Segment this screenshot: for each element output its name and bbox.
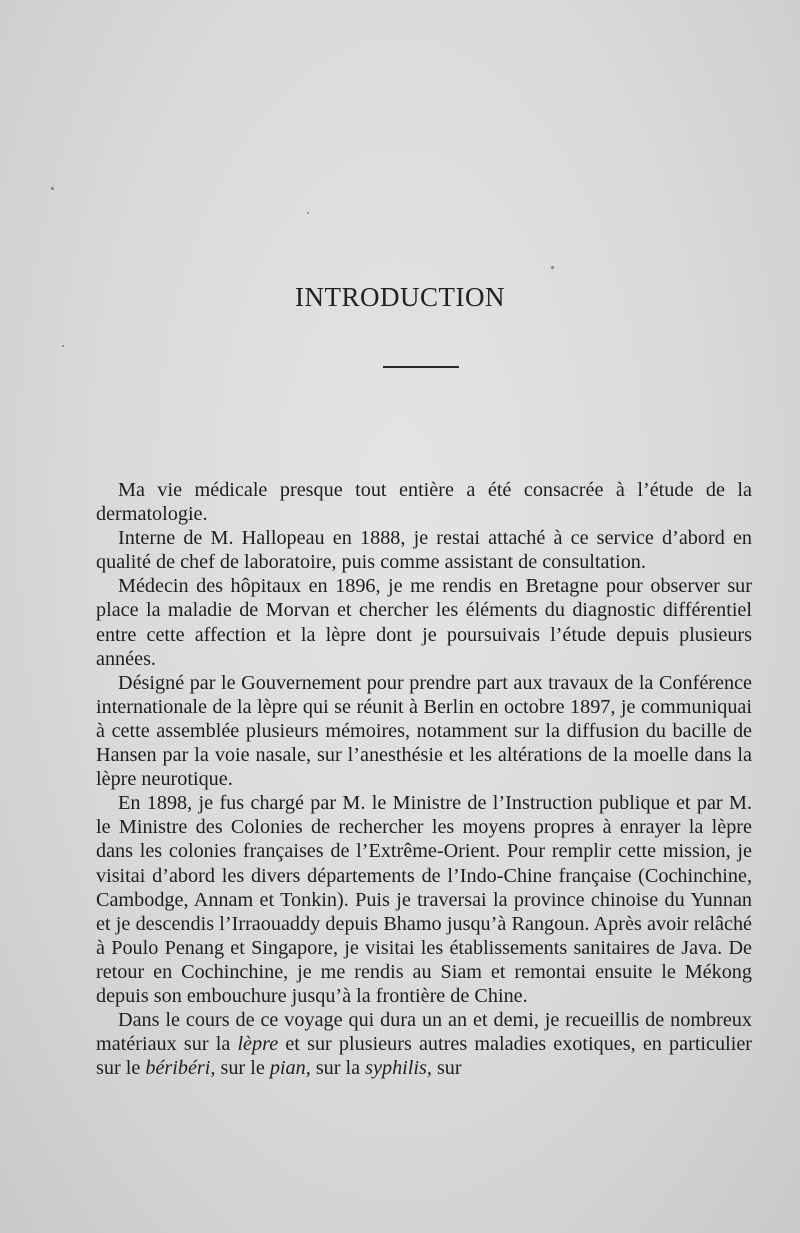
paragraph-text: sur le	[215, 1057, 270, 1080]
italic-term: béribéri,	[145, 1057, 216, 1080]
scan-speck	[51, 187, 54, 190]
paragraph-text: sur la	[310, 1057, 366, 1080]
paragraph	[96, 478, 752, 526]
paragraph	[96, 526, 752, 574]
paragraph-text: Interne de M. Hallopeau en 1888, je restai attaché à ce service d’abord en qualité de chef de laboratoire, puis comme assistant de consultation.	[96, 527, 752, 574]
chapter-title: INTRODUCTION	[295, 282, 505, 312]
italic-term: pian,	[269, 1057, 311, 1080]
paragraph	[96, 1008, 752, 1080]
paragraph-text: Médecin des hôpitaux en 1896, je me rendis en Bretagne pour observer sur place la maladie de Morvan et chercher les éléments du diagnostic différentiel entre cette affection et la lèpre dont je poursuivais l’étude depuis plusieurs années.	[96, 575, 752, 670]
paragraph	[96, 574, 752, 670]
paragraph-text: En 1898, je fus chargé par M. le Ministre de l’Instruction publique et par M. le Ministre des Colonies de rechercher les moyens propres à enrayer la lèpre dans les colonies françaises de l’Extrême-Orient. Pour remplir cette mission, je visitai d’abord les divers départements de l’Indo-Chine française (Cochinchine, Cambodge, Annam et Tonkin). Puis je traversai la province chinoise du Yunnan et je descendis l’Irraouaddy depuis Bhamo jusqu’à Rangoun. Après avoir relâché à Poulo Penang et Singapore, je visitai les établissements sanitaires de Java. De retour en Cochinchine, je me rendis au Siam et remontai ensuite le Mékong depuis son embouchure jusqu’à la frontière de Chine.	[96, 792, 752, 1007]
paragraph-text: Ma vie médicale presque tout entière a été consacrée à l’étude de la dermatologie.	[96, 479, 752, 526]
scan-speck	[307, 212, 309, 214]
paragraph-text: et sur plusieurs autres maladies exotiques, en particulier sur le	[96, 1033, 752, 1080]
paragraph-text: sur	[431, 1057, 462, 1080]
italic-term: lèpre	[237, 1033, 279, 1056]
body-text	[96, 478, 752, 1080]
paragraph	[96, 791, 752, 1008]
paragraph-text: Désigné par le Gouvernement pour prendre part aux travaux de la Conférence internationale de la lèpre qui se réunit à Berlin en octobre 1897, je communiquai à cette assemblée plusieurs mémoires, notamment sur la diffusion du bacille de Hansen par la voie nasale, sur l’anesthésie et les altérations de la moelle dans la lèpre neurotique.	[96, 671, 752, 791]
title-rule	[383, 366, 459, 368]
paragraph-text: Dans le cours de ce voyage qui dura un an et demi, je recueillis de nombreux matériaux sur la	[96, 1009, 752, 1056]
italic-term: syphilis,	[365, 1057, 432, 1080]
scan-speck	[62, 345, 64, 347]
paragraph	[96, 671, 752, 791]
scan-speck	[551, 266, 554, 269]
